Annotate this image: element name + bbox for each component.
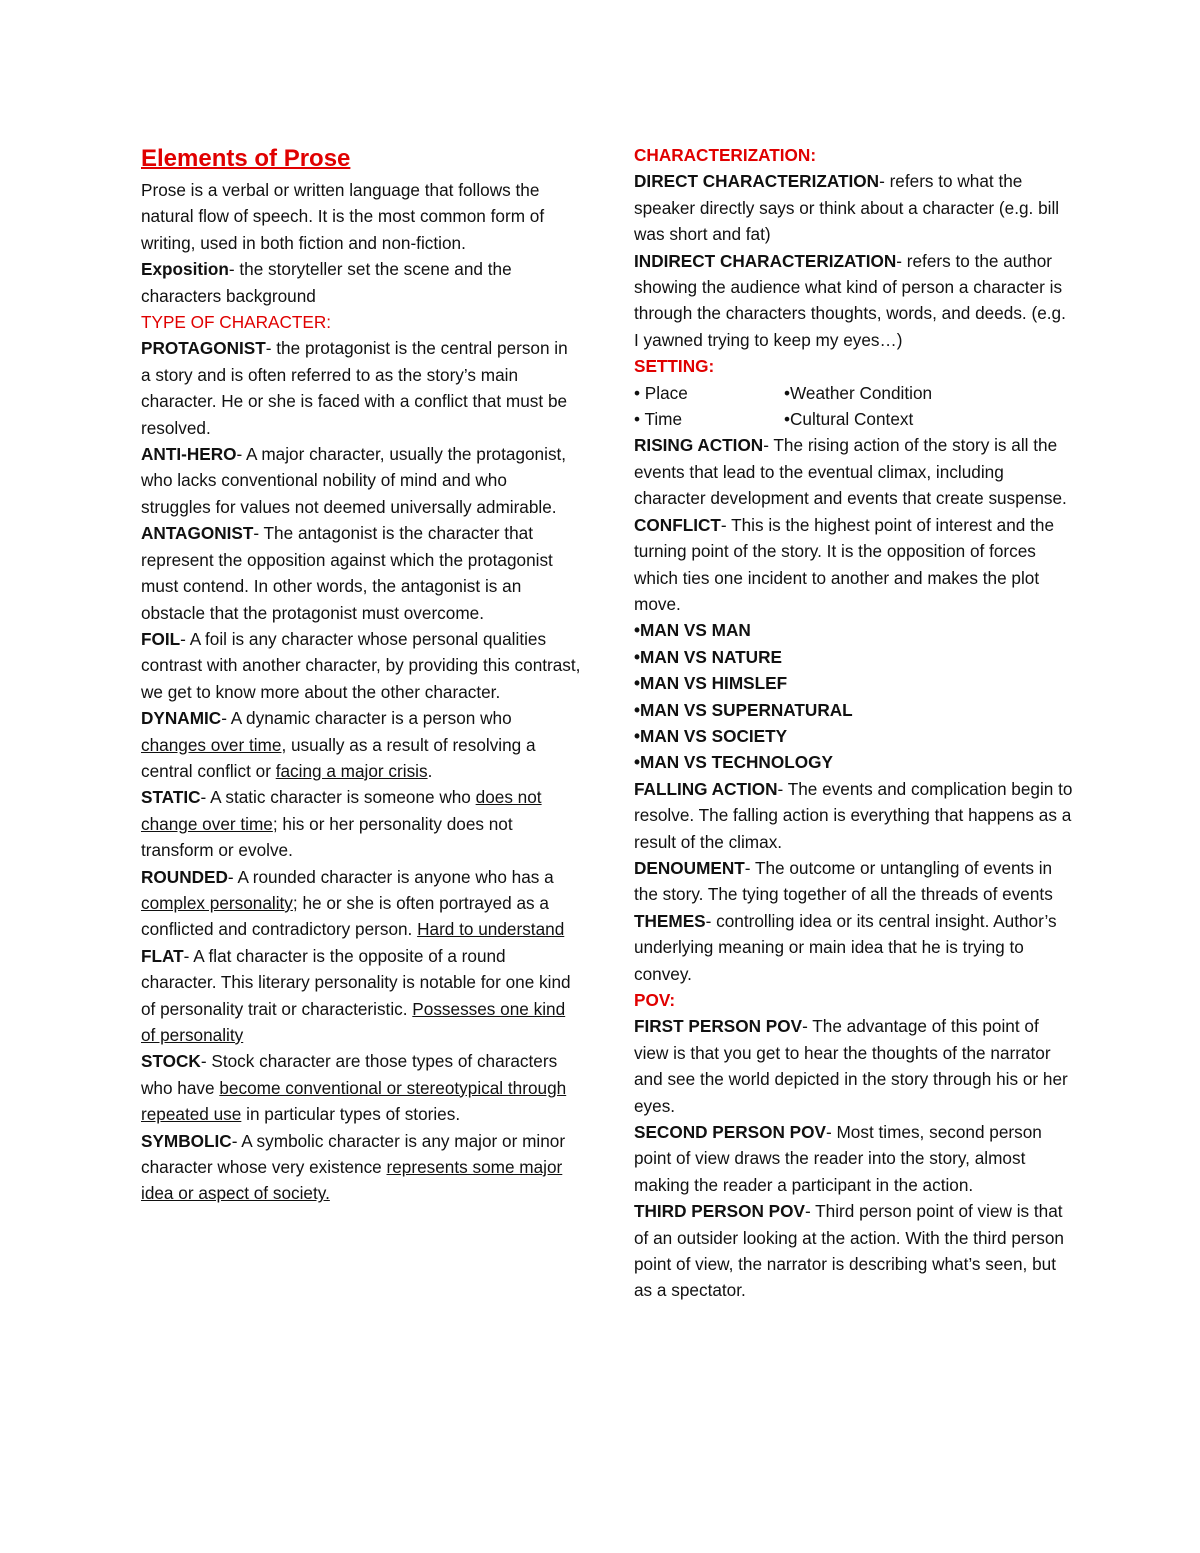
antihero-entry [141, 441, 581, 520]
left-column [141, 141, 581, 1207]
static-entry [141, 784, 581, 863]
exposition-term: Exposition [141, 259, 229, 280]
pov-heading: POV: [634, 990, 676, 1010]
prose-definition [141, 177, 581, 256]
document-title: Elements of Prose [141, 145, 351, 172]
symbolic-underline-1: represents some major idea or aspect of society. [141, 1157, 563, 1204]
dynamic-text-1: - A dynamic character is a person who [221, 708, 512, 729]
flat-underline-1: Possesses one kind of personality [141, 998, 566, 1045]
conflict-type-label: •MAN VS SUPERNATURAL [634, 699, 853, 720]
direct-characterization-text: - refers to what the speaker directly says or think about a character (e.g. bill was short and fat) [634, 171, 1060, 245]
stock-text-1: - Stock character are those types of characters who have [141, 1051, 558, 1098]
stock-entry [141, 1048, 581, 1127]
first-person-pov-text: - The advantage of this point of view is that you get to hear the thoughts of the narrator and see the world depicted in the story through his or her eyes. [634, 1016, 1068, 1116]
dynamic-underline-1: changes over time [141, 734, 282, 755]
themes-term: THEMES [634, 910, 706, 931]
conflict-term: CONFLICT [634, 514, 721, 535]
direct-characterization-entry [634, 168, 1074, 247]
conflict-type-label: •MAN VS MAN [634, 620, 751, 641]
flat-term: FLAT [141, 945, 184, 966]
rising-action-text: - The rising action of the story is all the events that lead to the eventual climax, including character development and events that create suspense. [634, 435, 1067, 509]
denoument-text: - The outcome or untangling of events in the story. The tying together of all the threads of events [634, 857, 1053, 905]
falling-action-term: FALLING ACTION [634, 778, 778, 799]
static-term: STATIC [141, 787, 201, 808]
conflict-type-label: •MAN VS HIMSLEF [634, 673, 788, 694]
exposition-text: - the storyteller set the scene and the characters background [141, 259, 512, 306]
denoument-entry [634, 855, 1074, 908]
falling-action-text: - The events and complication begin to resolve. The falling action is everything that happens as a result of the climax. [634, 778, 1073, 852]
foil-entry [141, 626, 581, 705]
second-person-pov-text: - Most times, second person point of view draws the reader into the story, almost making the reader a participant in the action. [634, 1122, 1042, 1195]
rising-action-term: RISING ACTION [634, 435, 764, 456]
rounded-underline-2: Hard to understand [417, 919, 565, 940]
type-of-character-heading: TYPE OF CHARACTER: [141, 312, 332, 333]
dynamic-text-2: , usually as a result of resolving a central conflict or [141, 734, 536, 781]
conflict-text: - This is the highest point of interest and the turning point of the story. It is the opposition of forces which ties one incident to another and makes the plot move. [634, 514, 1055, 614]
falling-action-entry [634, 776, 1074, 855]
protagonist-entry [141, 335, 581, 441]
setting-list [634, 380, 1074, 433]
flat-entry [141, 943, 581, 1049]
antagonist-term: ANTAGONIST [141, 523, 254, 544]
denoument-term: DENOUMENT [634, 857, 745, 878]
prose-definition-text: Prose is a verbal or written language that follows the natural flow of speech. It is the most common form of writing, used in both fiction and non-fiction. [141, 180, 545, 253]
setting-item: • Time [634, 409, 683, 430]
rounded-text-1: - A rounded character is anyone who has a [227, 866, 554, 887]
second-person-pov-term: SECOND PERSON POV [634, 1122, 826, 1143]
indirect-characterization-entry [634, 248, 1074, 354]
conflict-type-label: •MAN VS NATURE [634, 646, 782, 667]
stock-underline-1: become conventional or stereotypical through repeated use [141, 1077, 567, 1125]
foil-text: - A foil is any character whose personal qualities contrast with another character, by providing this contrast, we get to know more about the other character. [141, 628, 581, 702]
third-person-pov-term: THIRD PERSON POV [634, 1201, 805, 1222]
characterization-heading: CHARACTERIZATION: [634, 145, 817, 165]
stock-text-2: in particular types of stories. [241, 1104, 461, 1125]
dynamic-text-3: . [427, 760, 433, 781]
dynamic-underline-2: facing a major crisis [275, 760, 428, 781]
stock-term: STOCK [141, 1051, 201, 1072]
indirect-characterization-text: - refers to the author showing the audience what kind of person a character is through the characters thoughts, words, and deeds. (e.g. I yawned trying to keep my eyes…) [634, 250, 1066, 350]
third-person-pov-text: - Third person point of view is that of an outsider looking at the action. With the third person point of view, the narrator is describing what’s seen, but as a spectator. [634, 1201, 1064, 1301]
rounded-term: ROUNDED [141, 866, 228, 887]
antihero-text: - A major character, usually the protagonist, who lacks conventional nobility of mind and who struggles for values not deemed universally admirable. [141, 444, 567, 517]
symbolic-term: SYMBOLIC [141, 1130, 232, 1151]
symbolic-text-1: - A symbolic character is any major or minor character whose very existence [141, 1130, 566, 1178]
themes-entry [634, 908, 1074, 987]
rounded-underline-1: complex personality [141, 892, 293, 913]
conflict-type-label: •MAN VS SOCIETY [634, 725, 788, 746]
second-person-pov-entry [634, 1119, 1074, 1198]
first-person-pov-term: FIRST PERSON POV [634, 1016, 803, 1037]
conflict-type-item [634, 644, 1074, 670]
protagonist-text: - the protagonist is the central person in a story and is often referred to as the story’s main character. He or she is faced with a conflict that must be resolved. [141, 338, 568, 438]
setting-item: • Place [634, 382, 688, 403]
conflict-type-item [634, 749, 1074, 775]
conflict-type-item [634, 617, 1074, 643]
conflict-type-item [634, 670, 1074, 696]
indirect-characterization-term: INDIRECT CHARACTERIZATION [634, 250, 897, 271]
foil-term: FOIL [141, 628, 181, 649]
exposition-entry [141, 256, 581, 309]
rounded-text-2: ; he or she is often portrayed as a conflicted and contradictory person. [141, 892, 549, 940]
direct-characterization-term: DIRECT CHARACTERIZATION [634, 171, 880, 192]
protagonist-term: PROTAGONIST [141, 338, 266, 359]
conflict-type-item [634, 723, 1074, 749]
rising-action-entry [634, 432, 1074, 511]
right-column [634, 142, 1074, 1304]
flat-text-1: - A flat character is the opposite of a round character. This literary personality is notable for one kind of personality trait or characteristic. [141, 945, 571, 1019]
rounded-entry [141, 864, 581, 943]
antagonist-text: - The antagonist is the character that represent the opposition against which the protagonist must contend. In other words, the antagonist is an obstacle that the protagonist must overcome. [141, 523, 553, 623]
setting-item: •Cultural Context [784, 409, 914, 430]
themes-text: - controlling idea or its central insight. Author’s underlying meaning or main idea that he is trying to convey. [634, 910, 1057, 984]
dynamic-entry [141, 705, 581, 784]
conflict-entry [634, 512, 1074, 618]
conflict-type-label: •MAN VS TECHNOLOGY [634, 752, 833, 773]
static-text-1: - A static character is someone who [200, 787, 476, 808]
symbolic-entry [141, 1128, 581, 1207]
static-text-2: ; his or her personality does not transform or evolve. [141, 813, 513, 861]
setting-heading: SETTING: [634, 356, 715, 377]
dynamic-term: DYNAMIC [141, 708, 222, 729]
static-underline-1: does not change over time [141, 787, 542, 834]
setting-item: •Weather Condition [784, 382, 933, 403]
antagonist-entry [141, 520, 581, 626]
first-person-pov-entry [634, 1013, 1074, 1119]
third-person-pov-entry [634, 1198, 1074, 1304]
conflict-type-item [634, 697, 1074, 723]
antihero-term: ANTI-HERO [141, 444, 237, 465]
